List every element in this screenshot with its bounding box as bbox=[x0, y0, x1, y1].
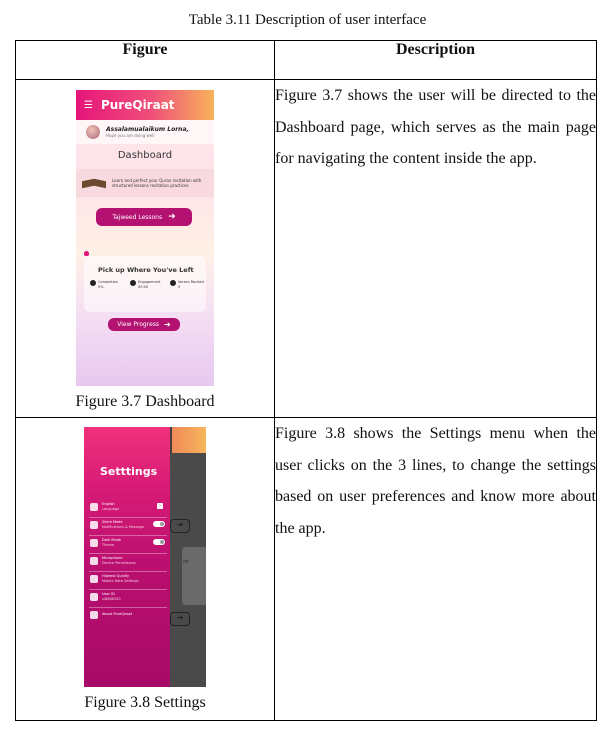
background-text-fragment: eft bbox=[183, 559, 189, 564]
settings-item-user-id bbox=[89, 591, 167, 608]
background-card bbox=[182, 547, 206, 605]
arrow-right-icon: ➜ bbox=[170, 612, 190, 626]
view-progress-button bbox=[108, 318, 180, 331]
background-top-bar bbox=[172, 427, 206, 453]
settings-item-quality bbox=[89, 573, 167, 590]
tajweed-lessons-label: Tajweed Lessons bbox=[112, 213, 163, 221]
stat-value: 00:00 bbox=[138, 284, 149, 289]
stat-label: Verses Recited bbox=[178, 280, 204, 284]
settings-title: Setttings bbox=[100, 465, 158, 478]
settings-item-label: English bbox=[102, 502, 115, 506]
settings-screenshot bbox=[84, 427, 206, 687]
settings-drawer bbox=[84, 427, 170, 687]
settings-item-label: Dark Mode bbox=[102, 538, 121, 542]
quote-text: Learn and perfect your Quran recitation with structured lessons recitation practices bbox=[112, 177, 202, 188]
settings-item-dark-mode bbox=[89, 537, 167, 554]
bell-icon bbox=[90, 521, 98, 529]
stat-value: 0% bbox=[98, 284, 104, 289]
moon-icon bbox=[90, 539, 98, 547]
signal-icon bbox=[90, 575, 98, 583]
stat-engagement bbox=[130, 280, 160, 289]
app-brand: PureQiraat bbox=[100, 98, 175, 112]
microphone-icon bbox=[170, 280, 176, 286]
stat-value: 0 bbox=[178, 284, 181, 289]
tajweed-lessons-button bbox=[96, 208, 192, 226]
settings-item-language bbox=[89, 501, 167, 518]
dark-mode-toggle bbox=[153, 539, 165, 545]
description-cell-dashboard: Figure 3.7 shows the user will be directed to the Dashboard page, which serves as the main page for navigating the content inside the app. bbox=[275, 80, 597, 418]
description-cell-settings: Figure 3.8 shows the Settings menu when the user clicks on the 3 lines, to change the settings based on user preferences and know more about the app. bbox=[275, 418, 597, 721]
settings-item-label: Microphone bbox=[102, 556, 123, 560]
settings-item-sublabel: Mobile Data Settings bbox=[102, 579, 139, 583]
arrow-right-icon: ➜ bbox=[168, 212, 176, 222]
settings-item-silent-mode bbox=[89, 519, 167, 536]
stat-completion bbox=[90, 280, 118, 289]
microphone-icon bbox=[90, 557, 98, 565]
settings-item-about bbox=[89, 609, 167, 625]
view-progress-label: View Progress bbox=[117, 321, 160, 328]
table-caption: Table 3.11 Description of user interface bbox=[188, 12, 427, 28]
settings-item-sublabel: s/8866320 bbox=[102, 597, 121, 601]
settings-item-microphone bbox=[89, 555, 167, 572]
id-card-icon bbox=[90, 593, 98, 601]
silent-mode-toggle bbox=[153, 521, 165, 527]
figure-cell-settings bbox=[16, 418, 275, 721]
settings-item-label: Highest Quality bbox=[102, 574, 130, 578]
settings-item-sublabel: Theme bbox=[102, 543, 115, 547]
globe-icon bbox=[90, 503, 98, 511]
greeting-text: Assalamualaikum Lorna, bbox=[106, 126, 189, 133]
table-header-row bbox=[16, 41, 597, 80]
description-table bbox=[15, 40, 597, 721]
quote-banner bbox=[76, 169, 214, 197]
stat-verses bbox=[170, 280, 204, 289]
table-row bbox=[16, 418, 597, 721]
stat-label: Engagement bbox=[138, 280, 161, 284]
greeting-subtext: Hope you are doing well bbox=[106, 133, 155, 138]
clock-icon bbox=[130, 280, 136, 286]
stat-label: Completion bbox=[98, 280, 119, 284]
header-description: Description bbox=[275, 41, 597, 80]
settings-item-sublabel: Device Permissions bbox=[102, 561, 136, 565]
page-title: Dashboard bbox=[117, 150, 173, 161]
figure-label-settings: Figure 3.8 Settings bbox=[84, 694, 206, 711]
app-top-bar bbox=[76, 90, 214, 120]
avatar bbox=[86, 125, 100, 139]
quran-book-icon bbox=[82, 176, 106, 190]
settings-item-sublabel: Language bbox=[102, 507, 120, 511]
arrow-right-icon: ➜ bbox=[164, 320, 171, 329]
settings-item-label: About PureQiraat bbox=[102, 612, 133, 616]
table-row bbox=[16, 80, 597, 418]
settings-item-label: Silent Mode bbox=[102, 520, 123, 524]
settings-item-sublabel: Notifications & Message bbox=[102, 525, 145, 529]
resume-card bbox=[84, 256, 206, 312]
hamburger-icon: ☰ bbox=[84, 99, 93, 111]
header-figure: Figure bbox=[16, 41, 275, 80]
figure-cell-dashboard bbox=[16, 80, 275, 418]
dashboard-screenshot bbox=[76, 90, 214, 386]
resume-card-title: Pick up Where You've Left bbox=[98, 266, 194, 274]
greeting-bar bbox=[76, 120, 214, 144]
chevron-right-icon: › bbox=[159, 503, 161, 509]
info-icon bbox=[90, 611, 98, 619]
book-icon bbox=[90, 280, 96, 286]
arrow-right-icon: ➜ bbox=[170, 519, 190, 533]
settings-item-label: User ID bbox=[102, 592, 115, 596]
figure-label-dashboard: Figure 3.7 Dashboard bbox=[75, 393, 215, 410]
